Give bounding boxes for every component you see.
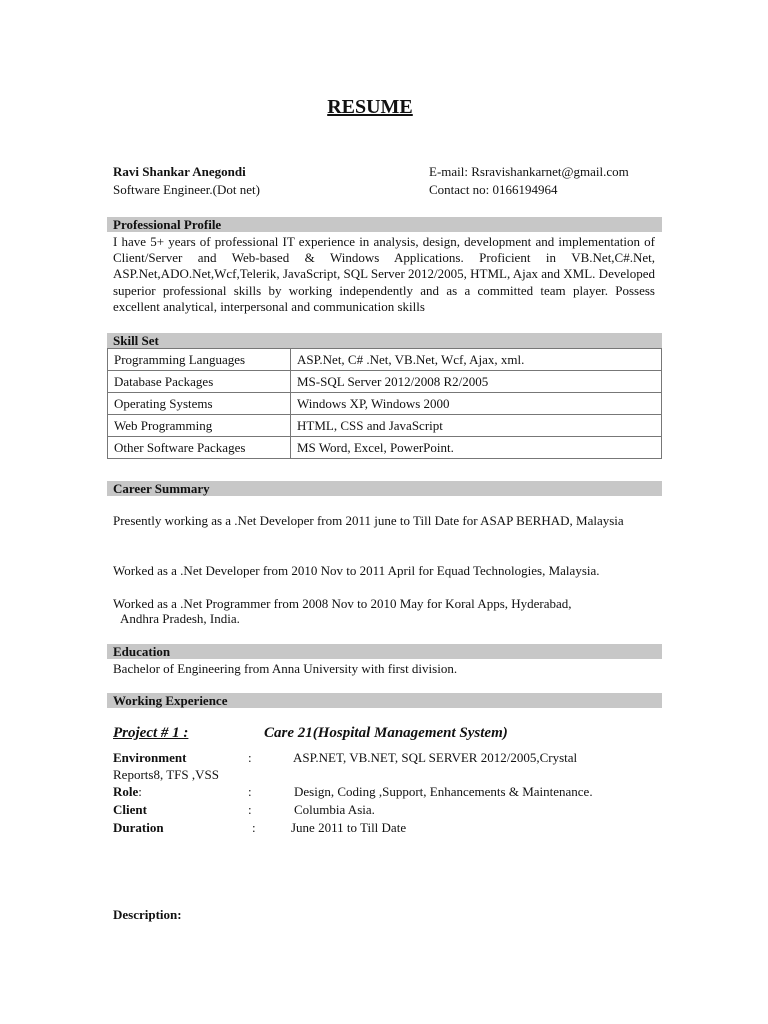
career-item-continued: Andhra Pradesh, India. [120,611,240,626]
email: E-mail: Rsravishankarnet@gmail.com [429,164,629,179]
section-heading-profile: Professional Profile [107,217,662,232]
candidate-role: Software Engineer.(Dot net) [113,182,260,197]
skill-category: Database Packages [108,371,291,393]
skill-value: MS-SQL Server 2012/2008 R2/2005 [291,371,662,393]
skill-value: ASP.Net, C# .Net, VB.Net, Wcf, Ajax, xml. [291,349,662,371]
description-label: Description: [113,907,182,922]
duration-value: June 2011 to Till Date [291,820,407,835]
role-label-group [113,784,142,800]
page-title: RESUME [327,96,413,118]
skill-value: Windows XP, Windows 2000 [291,393,662,415]
table-row [108,349,662,371]
table-row [108,437,662,459]
career-item: Worked as a .Net Developer from 2010 Nov to 2011 April for Equad Technologies, Malaysia. [113,563,600,578]
skill-category: Programming Languages [108,349,291,371]
environment-value-continued: Reports8, TFS ,VSS [113,767,219,782]
skills-table [107,348,662,459]
contact-number: Contact no: 0166194964 [429,182,558,197]
duration-label: Duration [113,820,164,835]
client-label: Client [113,802,147,817]
table-row [108,415,662,437]
profile-text: I have 5+ years of professional IT experience in analysis, design, development and implementation of Client/Server and Web-based & Windows Applications. Proficient in VB.Net,C#.Net, ASP.Net,ADO.Net,Wcf,Telerik, JavaScript, SQL Server 2012/2005, HTML, Ajax and XML. Developed superior professional skills by working independently and as a committed team player. Possess excellent analytical, interpersonal and communication skills [113,234,655,314]
candidate-name: Ravi Shankar Anegondi [113,164,246,179]
section-heading-experience: Working Experience [107,693,662,708]
environment-value: ASP.NET, VB.NET, SQL SERVER 2012/2005,Crystal [293,750,578,765]
client-value: Columbia Asia. [294,802,375,817]
environment-colon: : [248,750,252,765]
role-value: Design, Coding ,Support, Enhancements & Maintenance. [294,784,593,799]
section-heading-career: Career Summary [107,481,662,496]
career-item: Worked as a .Net Programmer from 2008 Nov to 2010 May for Koral Apps, Hyderabad, [113,596,572,611]
skill-category: Web Programming [108,415,291,437]
project-name: Care 21(Hospital Management System) [264,725,508,741]
skill-category: Operating Systems [108,393,291,415]
section-heading-skills: Skill Set [107,333,662,348]
skill-category: Other Software Packages [108,437,291,459]
skill-value: HTML, CSS and JavaScript [291,415,662,437]
duration-colon: : [252,820,256,835]
client-colon: : [248,802,252,817]
skill-value: MS Word, Excel, PowerPoint. [291,437,662,459]
role-colon: : [248,784,252,799]
project-label: Project # 1 : [113,725,189,741]
education-text: Bachelor of Engineering from Anna University with first division. [113,661,458,676]
section-heading-education: Education [107,644,662,659]
career-item: Presently working as a .Net Developer from 2011 june to Till Date for ASAP BERHAD, Malaysia [113,513,624,528]
role-label: Role [113,784,139,799]
table-row [108,371,662,393]
role-label-suffix: : [138,784,142,799]
environment-label: Environment [113,750,187,765]
table-row [108,393,662,415]
